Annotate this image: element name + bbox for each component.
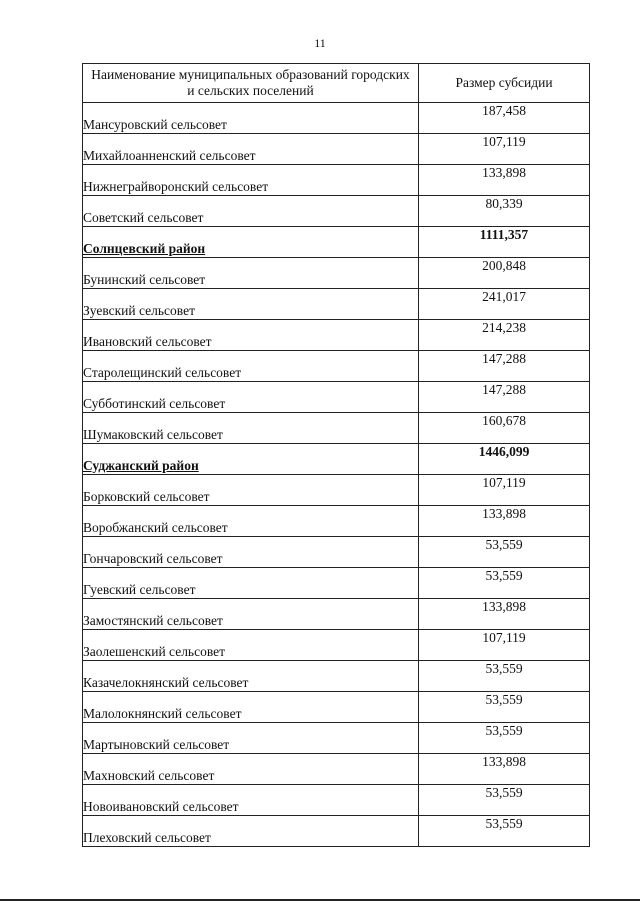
- table-row: [83, 630, 590, 661]
- settlement-name: Плеховский сельсовет: [83, 816, 419, 847]
- table-row: [83, 320, 590, 351]
- settlement-name: Гончаровский сельсовет: [83, 537, 419, 568]
- subsidy-amount: 80,339: [419, 196, 590, 227]
- settlement-name: Шумаковский сельсовет: [83, 413, 419, 444]
- table-row: [83, 258, 590, 289]
- subsidy-amount: 133,898: [419, 165, 590, 196]
- settlement-name: Махновский сельсовет: [83, 754, 419, 785]
- subsidy-amount: 1111,357: [419, 227, 590, 258]
- subsidy-amount: 107,119: [419, 630, 590, 661]
- header-municipality-name: Наименование муниципальных образований городских и сельских поселений: [83, 64, 419, 103]
- subsidy-amount: 53,559: [419, 723, 590, 754]
- table-header-row: [83, 64, 590, 103]
- subsidy-amount: 53,559: [419, 568, 590, 599]
- table-row: [83, 568, 590, 599]
- table-row: [83, 413, 590, 444]
- subsidy-amount: 1446,099: [419, 444, 590, 475]
- bottom-rule: [0, 899, 640, 901]
- subsidy-amount: 147,288: [419, 351, 590, 382]
- subsidy-amount: 53,559: [419, 785, 590, 816]
- table-row: [83, 599, 590, 630]
- subsidy-amount: 53,559: [419, 537, 590, 568]
- subsidy-amount: 241,017: [419, 289, 590, 320]
- subsidy-amount: 160,678: [419, 413, 590, 444]
- settlement-name: Казачелокнянский сельсовет: [83, 661, 419, 692]
- table-row: [83, 661, 590, 692]
- settlement-name: Борковский сельсовет: [83, 475, 419, 506]
- subsidy-table: [82, 63, 590, 847]
- settlement-name: Мансуровский сельсовет: [83, 103, 419, 134]
- table-row: [83, 723, 590, 754]
- settlement-name: Субботинский сельсовет: [83, 382, 419, 413]
- settlement-name: Мартыновский сельсовет: [83, 723, 419, 754]
- table-body: [83, 103, 590, 847]
- table-row: [83, 351, 590, 382]
- settlement-name: Гуевский сельсовет: [83, 568, 419, 599]
- subsidy-amount: 133,898: [419, 754, 590, 785]
- settlement-name: Старолещинский сельсовет: [83, 351, 419, 382]
- subsidy-amount: 53,559: [419, 692, 590, 723]
- table-row: [83, 754, 590, 785]
- subsidy-amount: 53,559: [419, 816, 590, 847]
- district-row: [83, 444, 590, 475]
- settlement-name: Замостянский сельсовет: [83, 599, 419, 630]
- table-row: [83, 134, 590, 165]
- settlement-name: Нижнеграйворонский сельсовет: [83, 165, 419, 196]
- table-row: [83, 537, 590, 568]
- settlement-name: Заолешенский сельсовет: [83, 630, 419, 661]
- settlement-name: Новоивановский сельсовет: [83, 785, 419, 816]
- settlement-name: Бунинский сельсовет: [83, 258, 419, 289]
- settlement-name: Михайлоанненский сельсовет: [83, 134, 419, 165]
- district-name: Суджанский район: [83, 444, 419, 475]
- table-row: [83, 103, 590, 134]
- district-name: Солнцевский район: [83, 227, 419, 258]
- table-row: [83, 692, 590, 723]
- settlement-name: Ивановский сельсовет: [83, 320, 419, 351]
- table-row: [83, 196, 590, 227]
- district-row: [83, 227, 590, 258]
- header-subsidy-amount: Размер субсидии: [419, 64, 590, 103]
- table-row: [83, 289, 590, 320]
- table-row: [83, 785, 590, 816]
- subsidy-amount: 133,898: [419, 599, 590, 630]
- settlement-name: Советский сельсовет: [83, 196, 419, 227]
- subsidy-amount: 107,119: [419, 134, 590, 165]
- subsidy-amount: 53,559: [419, 661, 590, 692]
- subsidy-amount: 107,119: [419, 475, 590, 506]
- table-row: [83, 816, 590, 847]
- subsidy-amount: 147,288: [419, 382, 590, 413]
- page-number: 11: [314, 36, 326, 50]
- subsidy-amount: 214,238: [419, 320, 590, 351]
- subsidy-amount: 187,458: [419, 103, 590, 134]
- settlement-name: Малолокнянский сельсовет: [83, 692, 419, 723]
- table-row: [83, 475, 590, 506]
- settlement-name: Зуевский сельсовет: [83, 289, 419, 320]
- table-row: [83, 506, 590, 537]
- subsidy-amount: 200,848: [419, 258, 590, 289]
- table-row: [83, 382, 590, 413]
- settlement-name: Воробжанский сельсовет: [83, 506, 419, 537]
- table-row: [83, 165, 590, 196]
- subsidy-amount: 133,898: [419, 506, 590, 537]
